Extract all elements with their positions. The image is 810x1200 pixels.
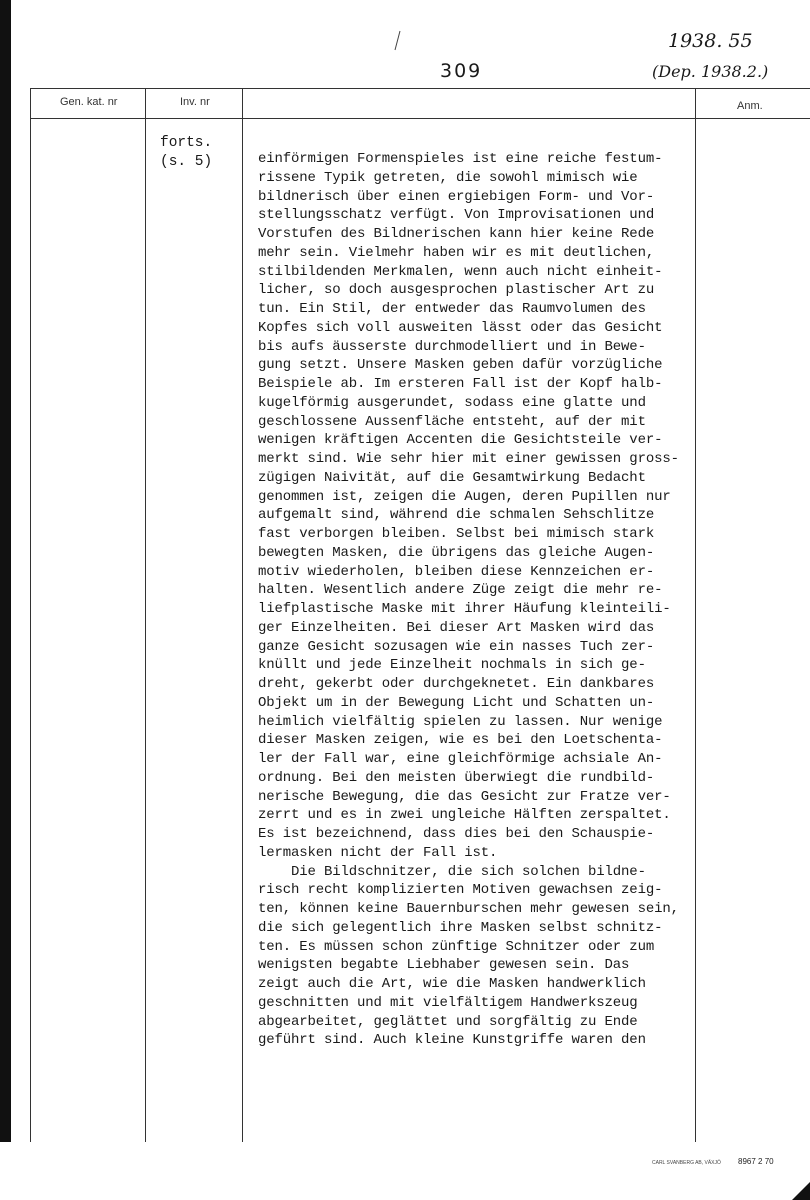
text-line: zerrt und es in zwei ungleiche Hälften zerspaltet.	[258, 807, 671, 824]
column-rule-left	[30, 88, 31, 1142]
text-line: ganze Gesicht sozusagen wie ein nasses Tuch zer-	[258, 638, 655, 655]
text-line: ordnung. Bei den meisten überwiegt die rundbild-	[258, 769, 655, 786]
corner-triangle-icon	[792, 1182, 810, 1200]
handwritten-stamp: 1938. 55	[668, 30, 753, 52]
text-line: ger Einzelheiten. Bei dieser Art Masken wird das	[258, 619, 655, 636]
header-bottom-rule	[30, 118, 810, 119]
text-line: bildnerisch über einen ergiebigen Form- und Vor-	[258, 188, 655, 205]
text-line: Objekt um in der Bewegung Licht und Schatten un-	[258, 694, 655, 711]
text-line: Es ist bezeichnend, dass dies bei den Schauspie-	[258, 826, 655, 842]
form-code: 8967 2 70	[738, 1157, 774, 1166]
text-line: Beispiele ab. Im ersteren Fall ist der Kopf halb-	[258, 376, 663, 392]
text-line: tun. Ein Stil, der entweder das Raumvolumen des	[258, 301, 646, 317]
body-text	[258, 150, 679, 1050]
text-line: licher, so doch ausgesprochen plastischer Art zu	[258, 282, 655, 299]
text-line: halten. Wesentlich andere Züge zeigt die mehr re-	[258, 582, 663, 599]
text-line: genommen ist, zeigen die Augen, deren Pupillen nur	[258, 488, 671, 505]
text-line: bewegten Masken, die übrigens das gleiche Augen-	[258, 544, 655, 561]
column-rule-3	[695, 88, 696, 1142]
text-line: lermasken nicht der Fall ist.	[258, 844, 498, 861]
text-line: nerische Bewegung, die das Gesicht zur Fratze ver-	[258, 788, 671, 805]
text-line: die sich gelegentlich ihre Masken selbst schnitz-	[258, 919, 663, 936]
left-binding-bar	[0, 0, 11, 1142]
text-line: zügigen Naivität, auf die Gesamtwirkung Bedacht	[258, 469, 646, 486]
text-line: dieser Masken zeigen, wie es bei den Loetschenta-	[258, 732, 663, 749]
column-rule-2	[242, 88, 243, 1142]
text-line: bis aufs äusserste durchmodelliert und in Bewe-	[258, 338, 646, 355]
text-line: kugelförmig ausgerundet, sodass eine glatte und	[258, 394, 646, 411]
text-line: motiv wiederholen, bleiben diese Kennzeichen er-	[258, 563, 655, 580]
text-line: ten. Es müssen schon zünftige Schnitzer oder zum	[258, 938, 655, 955]
text-line: Kopfes sich voll ausweiten lässt oder das Gesicht	[258, 319, 663, 336]
text-line: gung setzt. Unsere Masken geben dafür vorzügliche	[258, 357, 663, 374]
text-line: einförmigen Formenspieles ist eine reiche festum-	[258, 151, 663, 167]
text-line: abgearbeitet, geglättet und sorgfältig zu Ende	[258, 1013, 638, 1030]
text-line: knüllt und jede Einzelheit nochmals in sich ge-	[258, 657, 646, 674]
text-line: Die Bildschnitzer, die sich solchen bildne-	[258, 863, 646, 880]
text-line: dreht, gekerbt oder durchgeknetet. Ein dankbares	[258, 676, 655, 692]
text-line: rissene Typik getreten, die sowohl mimisch wie	[258, 169, 638, 186]
text-line: Vorstufen des Bildnerischen kann hier keine Rede	[258, 226, 655, 242]
text-line: geführt sind. Auch kleine Kunstgriffe waren den	[258, 1032, 646, 1049]
text-line: zeigt auch die Art, wie die Masken handwerklich	[258, 976, 646, 992]
text-line: heimlich vielfältig spielen zu lassen. Nur wenige	[258, 713, 663, 730]
page-number: 309	[440, 60, 483, 82]
column-rule-1	[145, 88, 146, 1142]
text-line: liefplastische Maske mit ihrer Häufung kleinteili-	[258, 601, 671, 617]
header-inv-nr: Inv. nr	[180, 96, 210, 108]
header-anm: Anm.	[737, 100, 763, 112]
continuation-note: forts. (s. 5)	[160, 135, 213, 170]
header-gen-kat-nr: Gen. kat. nr	[60, 96, 118, 108]
text-line: aufgemalt sind, während die schmalen Sehschlitze	[258, 507, 655, 524]
printer-imprint: CARL SVANBERG AB, VÄXJÖ	[652, 1160, 721, 1166]
handwritten-deposit-note: (Dep. 1938.2.)	[652, 62, 769, 81]
text-line: fast verborgen bleiben. Selbst bei mimisch stark	[258, 526, 655, 542]
text-line: wenigen kräftigen Accenten die Gesichtsteile ver-	[258, 432, 663, 449]
text-line: merkt sind. Wie sehr hier mit einer gewissen gross-	[258, 451, 679, 467]
text-line: ler der Fall war, eine gleichförmige achsiale An-	[258, 751, 663, 767]
text-line: risch recht komplizierten Motiven gewachsen zeig-	[258, 882, 663, 899]
text-line: ten, können keine Bauernburschen mehr gewesen sein,	[258, 901, 679, 917]
text-line: stellungsschatz verfügt. Von Improvisationen und	[258, 207, 655, 224]
text-line: geschnitten und mit vielfältigem Handwerkszeug	[258, 994, 638, 1011]
header-top-rule	[30, 88, 810, 89]
text-line: geschlossene Aussenfläche entsteht, auf der mit	[258, 413, 646, 430]
text-line: wenigsten begabte Liebhaber gewesen sein. Das	[258, 957, 630, 974]
pen-mark-icon	[392, 30, 402, 52]
text-line: stilbildenden Merkmalen, wenn auch nicht einheit-	[258, 263, 663, 280]
text-line: mehr sein. Vielmehr haben wir es mit deutlichen,	[258, 244, 655, 261]
